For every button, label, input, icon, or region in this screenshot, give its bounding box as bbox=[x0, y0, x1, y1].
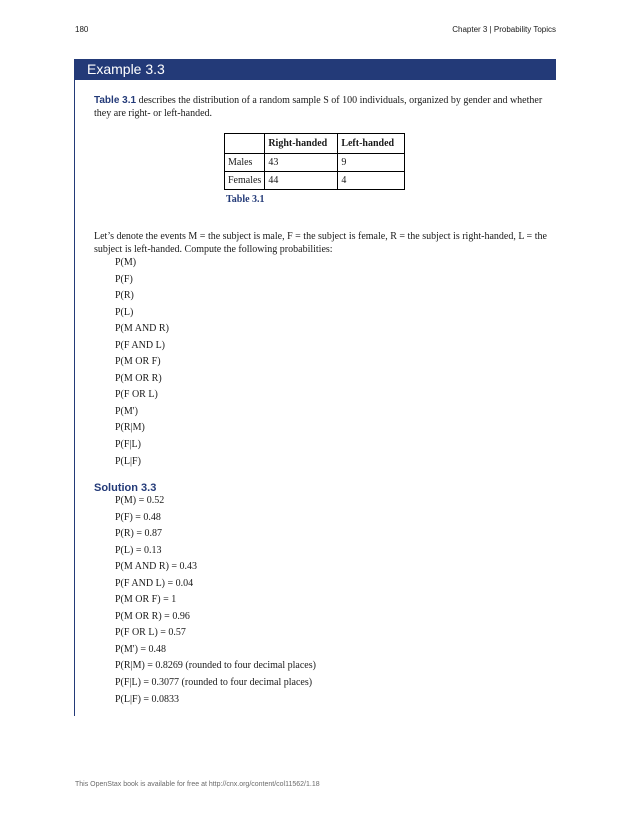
list-item-text: P(L|F) bbox=[115, 455, 141, 467]
list-item-text: P(F AND L) bbox=[115, 339, 166, 351]
list-item-text: P(F OR L) = 0.57 bbox=[115, 627, 186, 639]
list-item-text: P(M') = 0.48 bbox=[115, 643, 167, 655]
list-item-text: P(M AND R) bbox=[115, 323, 169, 335]
list-item-text: P(R|M) bbox=[115, 422, 145, 434]
prompt-paragraph: Let’s denote the events M = the subject is male, F = the subject is female, R = the subject is right-handed, L = the subject is left-handed. Compute the following probabilities: bbox=[94, 231, 547, 255]
list-item-text: P(F AND L) = 0.04 bbox=[115, 577, 194, 589]
list-item-text: P(M OR R) bbox=[115, 372, 162, 384]
list-item-text: P(F) = 0.48 bbox=[115, 511, 161, 523]
list-item-text: P(F OR L) bbox=[115, 389, 158, 401]
table-cell: Males bbox=[225, 154, 265, 172]
list-item-text: P(M OR R) = 0.96 bbox=[115, 610, 190, 622]
table-reference-link[interactable]: Table 3.1 bbox=[94, 95, 137, 106]
table-cell: Females bbox=[225, 172, 265, 190]
table-header-cell bbox=[225, 134, 265, 154]
table-header-row bbox=[225, 134, 405, 154]
table-header-cell: Right-handed bbox=[265, 134, 338, 154]
intro-paragraph bbox=[94, 94, 554, 120]
table-cell: 4 bbox=[338, 172, 405, 190]
table-cell: 44 bbox=[265, 172, 338, 190]
table-header-cell: Left-handed bbox=[338, 134, 405, 154]
example-header-bar bbox=[74, 59, 556, 80]
list-item-text: P(M) bbox=[115, 257, 137, 268]
example-title: Example 3.3 bbox=[87, 61, 165, 77]
list-item-text: P(M OR F) = 1 bbox=[115, 594, 177, 606]
list-item-text: P(M) = 0.52 bbox=[115, 495, 165, 506]
chapter-header: Chapter 3 | Probability Topics bbox=[452, 25, 556, 34]
table-caption: Table 3.1 bbox=[226, 194, 265, 205]
solution-heading: Solution 3.3 bbox=[94, 482, 157, 494]
list-item-text: P(L|F) = 0.0833 bbox=[115, 693, 180, 705]
list-item-text: P(L) = 0.13 bbox=[115, 544, 162, 556]
page-number: 180 bbox=[75, 25, 89, 34]
list-item-text: P(F) bbox=[115, 273, 133, 285]
list-item-text: P(L) bbox=[115, 306, 134, 318]
list-item-text: P(R) bbox=[115, 290, 134, 302]
table-cell: 43 bbox=[265, 154, 338, 172]
list-item-text: P(M AND R) = 0.43 bbox=[115, 561, 198, 573]
list-item-text: P(M') bbox=[115, 405, 138, 417]
table-cell: 9 bbox=[338, 154, 405, 172]
list-item-text: P(M OR F) bbox=[115, 356, 161, 368]
table-row bbox=[225, 172, 405, 190]
list-item-text: P(R) = 0.87 bbox=[115, 528, 163, 540]
list-item-text: P(F|L) = 0.3077 (rounded to four decimal places) bbox=[115, 677, 313, 689]
handedness-table bbox=[224, 133, 405, 190]
list-item-text: P(R|M) = 0.8269 (rounded to four decimal places) bbox=[115, 660, 316, 672]
footer-text: This OpenStax book is available for free at http://cnx.org/content/col11562/1.18 bbox=[75, 781, 320, 788]
list-item-text: P(F|L) bbox=[115, 439, 141, 451]
intro-text: describes the distribution of a random sample S of 100 individuals, organized by gender and whether they are right- or left-handed. bbox=[94, 95, 543, 119]
table-row bbox=[225, 154, 405, 172]
example-side-rule bbox=[74, 80, 75, 716]
